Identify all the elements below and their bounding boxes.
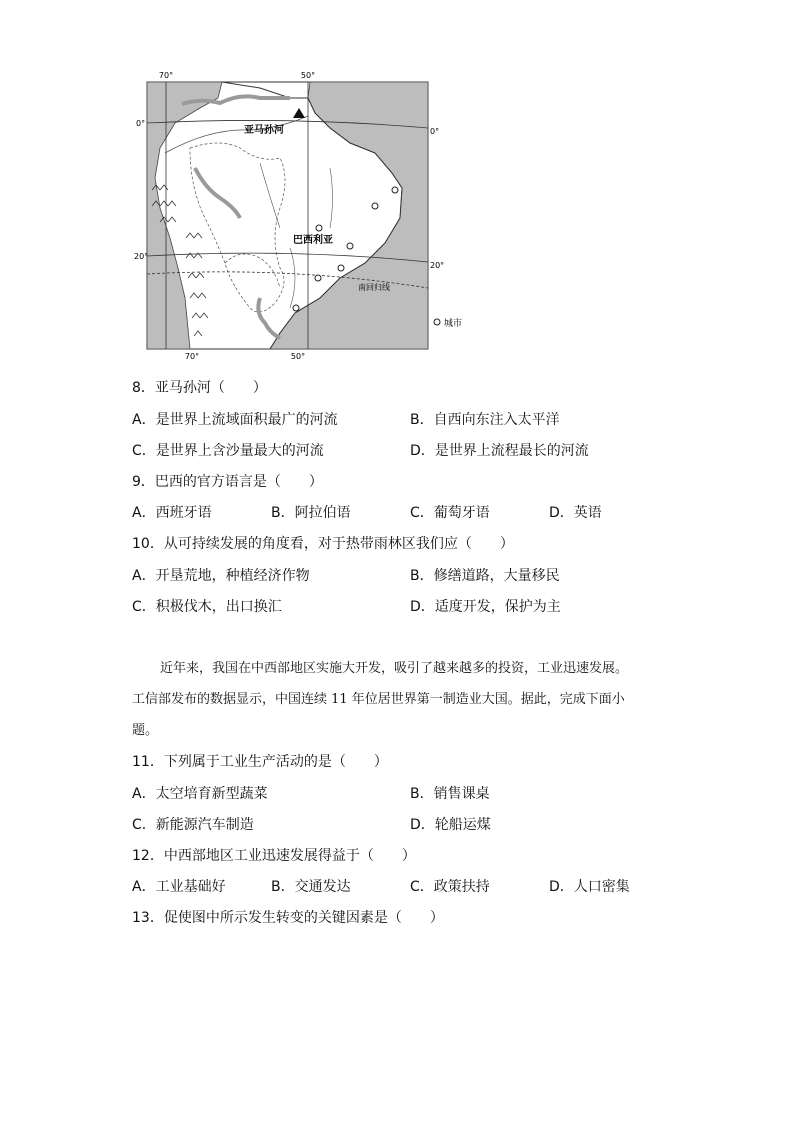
q9-option-a[interactable]: A．西班牙语 [132, 505, 212, 521]
question-12-stem: 12．中西部地区工业迅速发展得益于（ ） [132, 848, 416, 864]
city-marker-icon [347, 243, 353, 249]
q9-option-d[interactable]: D．英语 [549, 505, 602, 521]
q10-option-c[interactable]: C．积极伐木，出口换汇 [132, 599, 282, 615]
q10-option-b[interactable]: B．修缮道路，大量移民 [410, 568, 560, 584]
question-9-stem: 9．巴西的官方语言是（ ） [132, 474, 323, 490]
lon-top-right: 50° [300, 71, 316, 80]
capital-marker-icon [316, 225, 322, 231]
q8-option-c[interactable]: C．是世界上含沙量最大的河流 [132, 443, 324, 459]
q8-option-b[interactable]: B．自西向东注入太平洋 [410, 412, 560, 428]
south-america-map [130, 68, 480, 360]
question-8-stem: 8．亚马孙河（ ） [132, 380, 267, 396]
city-marker-icon [338, 265, 344, 271]
q11-option-c[interactable]: C．新能源汽车制造 [132, 817, 254, 833]
q8-option-d[interactable]: D．是世界上流程最长的河流 [410, 443, 589, 459]
q11-option-d[interactable]: D．轮船运煤 [410, 817, 491, 833]
question-11-stem: 11．下列属于工业生产活动的是（ ） [132, 754, 388, 770]
q10-option-d[interactable]: D．适度开发，保护为主 [410, 599, 561, 615]
passage-line-3: 题。 [132, 723, 159, 738]
q9-option-c[interactable]: C．葡萄牙语 [410, 505, 490, 521]
lat-equator-left: 0° [136, 119, 146, 128]
lat-20-left: 20° [134, 252, 149, 261]
lon-bottom-left: 70° [184, 352, 200, 360]
q12-option-d[interactable]: D．人口密集 [549, 879, 630, 895]
lat-20-right: 20° [430, 261, 445, 270]
capital-label: 巴西利亚 [293, 235, 333, 246]
city-marker-icon [315, 275, 321, 281]
q8-option-a[interactable]: A．是世界上流域面积最广的河流 [132, 412, 338, 428]
passage-line-2: 工信部发布的数据显示，中国连续 11 年位居世界第一制造业大国。据此，完成下面小 [132, 692, 625, 707]
q11-option-b[interactable]: B．销售课桌 [410, 786, 490, 802]
q12-option-b[interactable]: B．交通发达 [271, 879, 351, 895]
river-label: 亚马孙河 [244, 125, 284, 136]
question-10-stem: 10．从可持续发展的角度看，对于热带雨林区我们应（ ） [132, 536, 514, 552]
lon-top-left: 70° [158, 71, 174, 80]
question-13-stem: 13．促使图中所示发生转变的关键因素是（ ） [132, 910, 444, 926]
tropic-label: 南回归线 [358, 283, 390, 292]
lat-equator-right: 0° [430, 127, 440, 136]
q12-option-a[interactable]: A．工业基础好 [132, 879, 226, 895]
passage-line-1: 近年来，我国在中西部地区实施大开发，吸引了越来越多的投资，工业迅速发展。 [160, 661, 629, 676]
city-marker-icon [372, 203, 378, 209]
lon-bottom-right: 50° [290, 352, 306, 360]
q9-option-b[interactable]: B．阿拉伯语 [271, 505, 351, 521]
legend-city-icon [434, 319, 440, 325]
legend-city-label: 城市 [444, 319, 463, 329]
q12-option-c[interactable]: C．政策扶持 [410, 879, 490, 895]
q10-option-a[interactable]: A．开垦荒地，种植经济作物 [132, 568, 310, 584]
q11-option-a[interactable]: A．太空培育新型蔬菜 [132, 786, 268, 802]
city-marker-icon [293, 305, 299, 311]
city-marker-icon [392, 187, 398, 193]
